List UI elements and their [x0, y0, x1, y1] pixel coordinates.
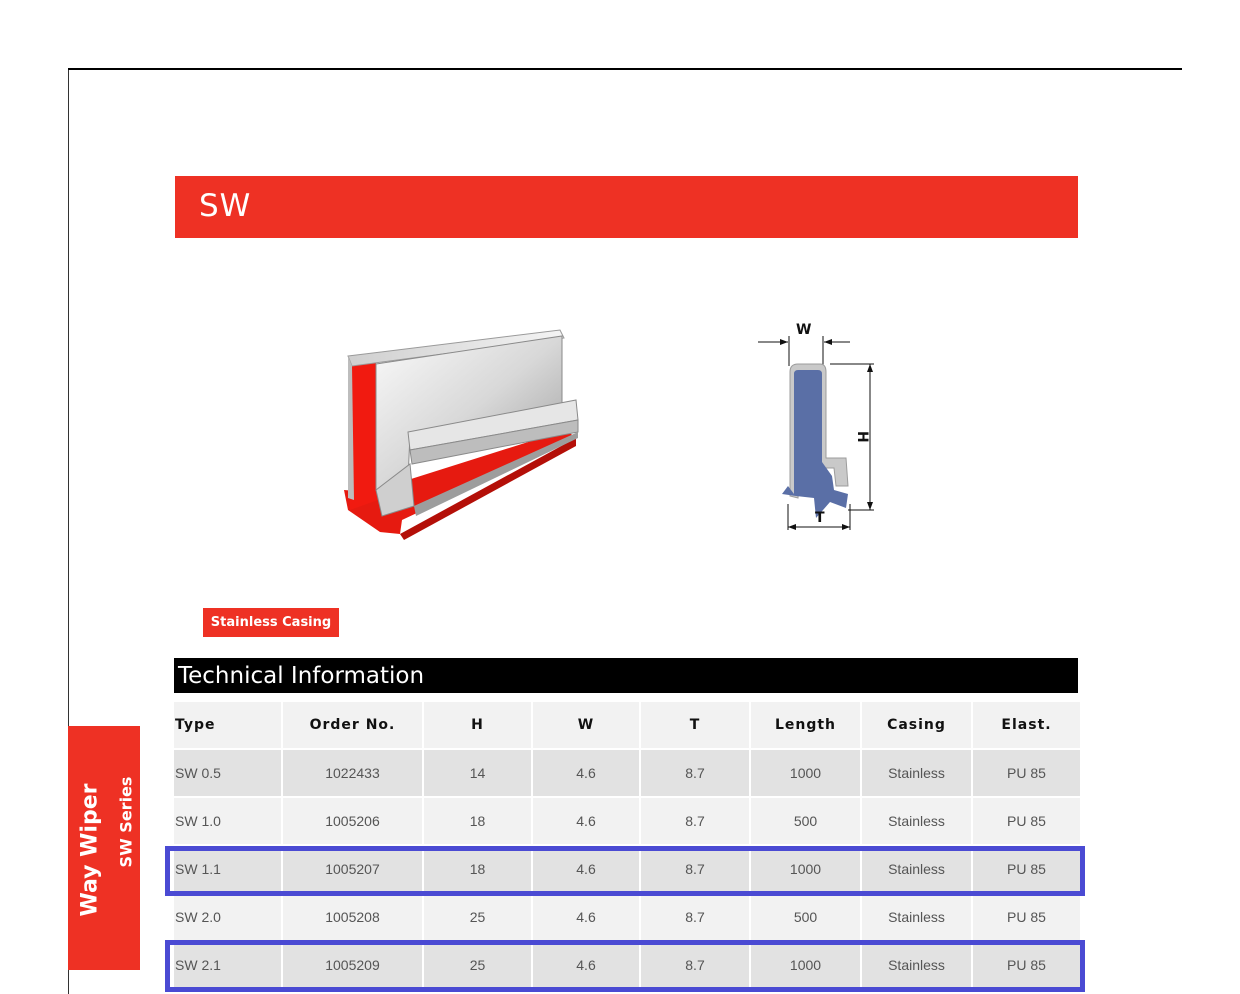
table-cell: 4.6	[533, 798, 639, 844]
table-cell: 500	[751, 894, 860, 940]
table-cell: PU 85	[973, 894, 1080, 940]
table-cell: PU 85	[973, 750, 1080, 796]
column-header: Casing	[862, 702, 971, 748]
column-header: H	[424, 702, 531, 748]
table-row	[174, 750, 1080, 796]
column-header: W	[533, 702, 639, 748]
table-cell: 25	[424, 942, 531, 988]
table-row-highlighted	[174, 942, 1080, 988]
table-cell: 18	[424, 798, 531, 844]
table-cell: PU 85	[973, 798, 1080, 844]
table-cell: 4.6	[533, 750, 639, 796]
table-cell: 25	[424, 894, 531, 940]
table-cell: 8.7	[641, 894, 749, 940]
column-header: Length	[751, 702, 860, 748]
side-tab-subtitle: SW Series	[116, 776, 136, 868]
cross-section-diagram	[752, 318, 892, 540]
table-cell: PU 85	[973, 846, 1080, 892]
top-rule	[68, 68, 1182, 70]
table-cell: 500	[751, 798, 860, 844]
casing-badge: Stainless Casing	[203, 608, 339, 637]
table-cell: SW 0.5	[174, 750, 281, 796]
section-header	[174, 658, 1078, 693]
table-cell: 1022433	[283, 750, 422, 796]
diagram-label-w: W	[796, 322, 812, 338]
column-header: Order No.	[283, 702, 422, 748]
table-cell: 8.7	[641, 846, 749, 892]
table-cell: SW 2.1	[174, 942, 281, 988]
section-title: Technical Information	[178, 663, 425, 689]
title-bar	[175, 176, 1078, 238]
table-cell: 1000	[751, 846, 860, 892]
product-image	[330, 320, 590, 545]
table-row	[174, 798, 1080, 844]
table-cell: Stainless	[862, 846, 971, 892]
table-cell: Stainless	[862, 750, 971, 796]
spec-table	[172, 700, 1082, 990]
side-tab	[68, 726, 140, 970]
table-cell: PU 85	[973, 942, 1080, 988]
table-cell: 14	[424, 750, 531, 796]
page-title: SW	[199, 188, 252, 224]
table-cell: SW 1.1	[174, 846, 281, 892]
column-header: Elast.	[973, 702, 1080, 748]
table-cell: 1000	[751, 942, 860, 988]
table-cell: 1005207	[283, 846, 422, 892]
table-row-highlighted	[174, 846, 1080, 892]
table-cell: 1005209	[283, 942, 422, 988]
table-cell: 4.6	[533, 942, 639, 988]
table-cell: 18	[424, 846, 531, 892]
column-header: Type	[174, 702, 281, 748]
column-header: T	[641, 702, 749, 748]
table-row	[174, 894, 1080, 940]
table-cell: SW 2.0	[174, 894, 281, 940]
table-cell: Stainless	[862, 894, 971, 940]
diagram-label-h: H	[854, 431, 870, 443]
table-cell: 8.7	[641, 750, 749, 796]
table-cell: Stainless	[862, 942, 971, 988]
table-cell: 1005208	[283, 894, 422, 940]
table-cell: 1005206	[283, 798, 422, 844]
table-cell: 8.7	[641, 798, 749, 844]
table-cell: 4.6	[533, 894, 639, 940]
table-cell: SW 1.0	[174, 798, 281, 844]
side-tab-title: Way Wiper	[77, 783, 103, 917]
table-cell: 1000	[751, 750, 860, 796]
table-cell: Stainless	[862, 798, 971, 844]
table-cell: 4.6	[533, 846, 639, 892]
table-header-row	[174, 702, 1080, 748]
diagram-label-t: T	[815, 510, 825, 526]
table-cell: 8.7	[641, 942, 749, 988]
